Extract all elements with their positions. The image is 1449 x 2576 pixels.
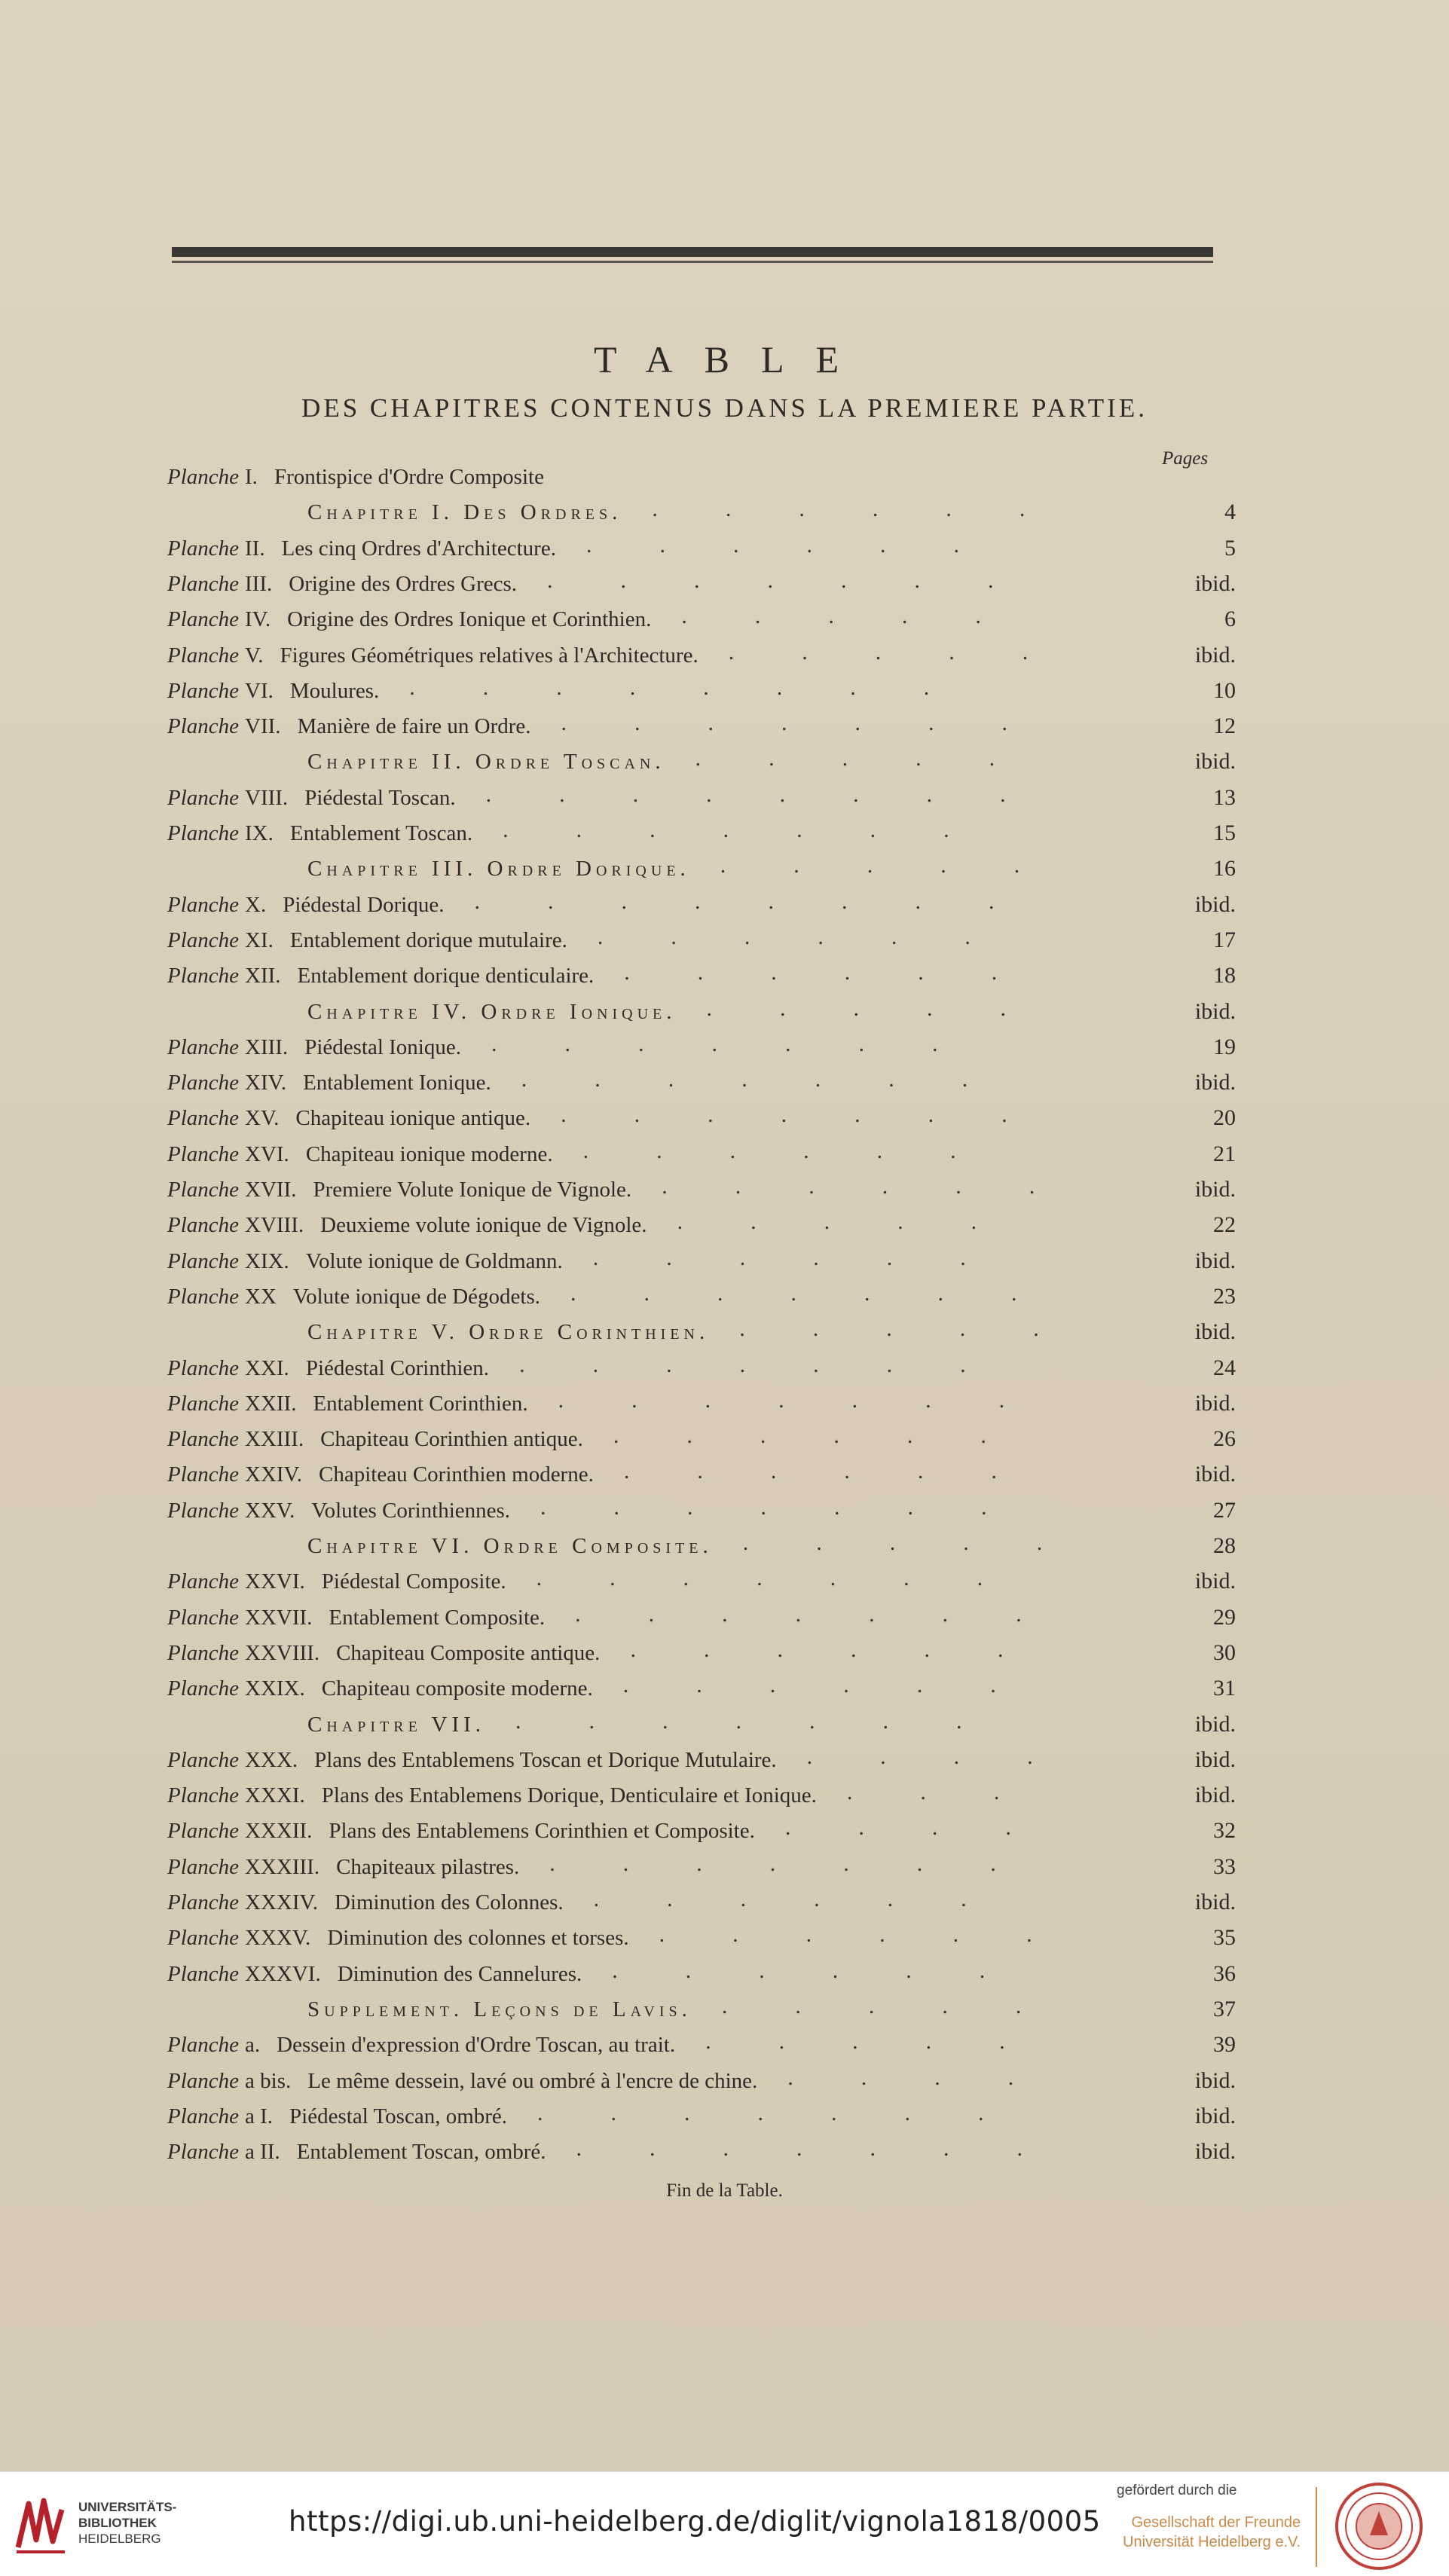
chapter-title: Chapitre VII.	[307, 1713, 486, 1737]
entry-title: Plans des Entablemens Toscan et Dorique Mutulaire.	[314, 1748, 777, 1772]
leader-dots: . . . . . . .	[540, 1495, 987, 1520]
chapter-heading-row	[307, 1992, 692, 2027]
leader-dots: . . . . .	[739, 1316, 1039, 1341]
end-note: Fin de la Table.	[666, 2180, 783, 2201]
plate-label: Planche	[167, 1569, 240, 1594]
entry-title: Entablement Toscan.	[289, 821, 473, 845]
page-number: 16	[1213, 856, 1236, 881]
entry-title: Entablement Ionique.	[303, 1071, 491, 1095]
entry-title: Chapiteaux pilastres.	[336, 1855, 520, 1879]
entry-title: Entablement dorique denticulaire.	[297, 964, 595, 988]
entry-title: Piédestal Ionique.	[304, 1035, 461, 1059]
sponsor-name-line-1: Gesellschaft der Freunde	[1131, 2514, 1301, 2531]
plate-label: Planche	[167, 679, 240, 703]
entry-title: Entablement Corinthien.	[313, 1392, 528, 1416]
plate-label: Planche	[167, 2104, 240, 2128]
plate-entry-row	[167, 1921, 629, 1955]
plate-label: Planche	[167, 964, 240, 988]
chapter-title: Supplement. Leçons de Lavis.	[307, 1997, 692, 2021]
plate-number: XII.	[245, 964, 281, 988]
library-name-line-3: HEIDELBERG	[78, 2532, 161, 2546]
leader-dots: . . . . .	[706, 996, 1006, 1021]
plate-label: Planche	[167, 465, 240, 489]
chapter-title: Chapitre VI. Ordre Composite.	[307, 1534, 713, 1558]
entry-title: Origine des Ordres Ionique et Corinthien.	[287, 607, 652, 631]
chapter-heading-row	[307, 1529, 713, 1563]
plate-entry-row	[167, 1386, 528, 1421]
plate-label: Planche	[167, 893, 240, 917]
plate-number: IV.	[245, 607, 271, 631]
plate-entry-row	[167, 531, 556, 566]
plate-label: Planche	[167, 1890, 240, 1914]
plate-entry-row	[167, 816, 472, 851]
entry-title: Entablement Composite.	[329, 1606, 546, 1630]
leader-dots: . . . . .	[742, 1530, 1043, 1555]
page-number: ibid.	[1194, 1177, 1236, 1202]
plate-label: Planche	[167, 1819, 240, 1843]
leader-dots: . . . . . .	[630, 1637, 1004, 1662]
entry-title: Diminution des colonnes et torses.	[327, 1926, 629, 1950]
plate-label: Planche	[167, 1499, 240, 1523]
page-number: 22	[1213, 1212, 1236, 1237]
header-rule-thin	[172, 261, 1213, 263]
plate-entry-row	[167, 460, 544, 494]
pages-column-header: Pages	[1162, 448, 1209, 469]
plate-label: Planche	[167, 2033, 240, 2057]
plate-number: XXXV.	[245, 1926, 311, 1950]
sponsor-name	[1123, 2513, 1301, 2552]
page-number: 37	[1213, 1997, 1236, 2021]
entry-title: Manière de faire un Ordre.	[297, 714, 531, 738]
leader-dots: . . . . . . .	[575, 1602, 1022, 1627]
sponsor-heading: gefördert durch die	[1117, 2483, 1237, 2498]
leader-dots: . . . . . .	[652, 497, 1026, 521]
plate-entry-row	[167, 1957, 582, 1991]
leader-dots: . . . . .	[705, 2029, 1005, 2054]
plate-label: Planche	[167, 1356, 240, 1380]
page-number: ibid.	[1194, 2139, 1236, 2164]
plate-label: Planche	[167, 1676, 240, 1701]
page-number: ibid.	[1194, 1712, 1236, 1737]
entry-title: Frontispice d'Ordre Composite	[274, 465, 544, 489]
plate-number: I.	[245, 465, 258, 489]
plate-number: XXXIV.	[245, 1890, 318, 1914]
leader-dots: . . . . .	[720, 853, 1020, 878]
leader-dots: . . . . .	[728, 640, 1029, 665]
plate-label: Planche	[167, 1213, 240, 1237]
chapter-title: Chapitre II. Ordre Toscan.	[307, 750, 665, 774]
entry-title: Diminution des Cannelures.	[337, 1962, 582, 1986]
entry-title: Chapiteau composite moderne.	[321, 1676, 593, 1701]
plate-entry-row	[167, 567, 517, 601]
leader-dots: . . . . . .	[585, 533, 959, 558]
page-number: ibid.	[1194, 2068, 1236, 2093]
plate-number: XXIV.	[245, 1462, 303, 1487]
page-number: 24	[1213, 1355, 1236, 1380]
plate-label: Planche	[167, 1035, 240, 1059]
plate-label: Planche	[167, 1606, 240, 1630]
entry-title: Piédestal Toscan.	[304, 786, 456, 810]
plate-entry-row	[167, 1172, 631, 1207]
plate-entry-row	[167, 709, 531, 744]
plate-number: XVI.	[245, 1142, 289, 1166]
page-number: ibid.	[1194, 643, 1236, 668]
plate-entry-row	[167, 1564, 506, 1599]
leader-dots: . . . . . . .	[549, 1851, 996, 1876]
plate-label: Planche	[167, 1427, 240, 1451]
plate-entry-row	[167, 1422, 583, 1456]
entry-title: Moulures.	[289, 679, 380, 703]
entry-title: Dessein d'expression d'Ordre Toscan, au trait.	[277, 2033, 676, 2057]
entry-title: Origine des Ordres Grecs.	[289, 572, 518, 596]
leader-dots: . . . . . . .	[519, 1352, 966, 1377]
plate-number: XXVII.	[245, 1606, 313, 1630]
chapter-heading-row	[307, 851, 690, 886]
plate-number: XIV.	[245, 1071, 287, 1095]
plate-label: Planche	[167, 714, 240, 738]
page-number: 23	[1213, 1284, 1236, 1309]
page-number: 19	[1213, 1034, 1236, 1059]
plate-entry-row	[167, 1885, 564, 1920]
page-number: 30	[1213, 1640, 1236, 1665]
leader-dots: . . . . . . .	[558, 1388, 1005, 1413]
entry-title: Chapiteau ionique antique.	[295, 1106, 531, 1130]
plate-label: Planche	[167, 1142, 240, 1166]
page-number: ibid.	[1194, 2104, 1236, 2128]
leader-dots: . . . . . . . .	[409, 675, 930, 700]
page-number: ibid.	[1194, 1783, 1236, 1807]
page-number: 26	[1213, 1426, 1236, 1451]
plate-number: XXVIII.	[245, 1641, 320, 1665]
plate-number: II.	[245, 536, 265, 561]
plate-label: Planche	[167, 536, 240, 561]
plate-entry-row	[167, 1850, 519, 1884]
page-number: ibid.	[1194, 749, 1236, 774]
plate-entry-row	[167, 602, 651, 637]
leader-dots: . . . . . .	[597, 924, 971, 949]
entry-title: Chapiteau Composite antique.	[336, 1641, 601, 1665]
plate-label: Planche	[167, 928, 240, 952]
page-number: 33	[1213, 1854, 1236, 1879]
plate-entry-row	[167, 1208, 647, 1242]
plate-number: XX	[245, 1285, 277, 1309]
plate-number: VI.	[245, 679, 274, 703]
footer-bar	[0, 2471, 1449, 2576]
page-number: 18	[1213, 963, 1236, 988]
leader-dots: . . . . . .	[592, 1245, 966, 1270]
page-number: 31	[1213, 1676, 1236, 1701]
leader-dots: . . . . . . .	[570, 1281, 1017, 1306]
plate-entry-row	[167, 2064, 757, 2098]
plate-number: XXIX.	[245, 1676, 305, 1701]
leader-dots: . . . . . .	[613, 1423, 986, 1448]
plate-entry-row	[167, 674, 379, 708]
entry-title: Plans des Entablemens Dorique, Denticulaire et Ionique.	[321, 1783, 817, 1807]
leader-dots: . . . . . . .	[515, 1709, 962, 1734]
header-rule-thick	[172, 247, 1213, 257]
entry-title: Plans des Entablemens Corinthien et Composite.	[329, 1819, 755, 1843]
leader-dots: . . . . . .	[662, 1174, 1035, 1199]
page-title: TABLE	[593, 338, 871, 380]
plate-entry-row	[167, 1137, 553, 1172]
plate-label: Planche	[167, 1855, 240, 1879]
plate-label: Planche	[167, 1783, 240, 1807]
chapter-heading-row	[307, 995, 677, 1029]
page-number: 27	[1213, 1498, 1236, 1523]
page-number: 39	[1213, 2032, 1236, 2057]
entry-title: Chapiteau ionique moderne.	[305, 1142, 553, 1166]
page-number: 17	[1213, 927, 1236, 952]
plate-entry-row	[167, 923, 567, 958]
leader-dots: . . . . . .	[624, 960, 998, 985]
leader-dots: . . . . .	[721, 1994, 1022, 2018]
page-number: 21	[1213, 1141, 1236, 1166]
entry-title: Entablement Toscan, ombré.	[296, 2140, 546, 2164]
plate-entry-row	[167, 2027, 675, 2062]
entry-title: Deuxieme volute ionique de Vignole.	[320, 1213, 647, 1237]
page-number: ibid.	[1194, 1890, 1236, 1914]
leader-dots: . . . . .	[695, 746, 995, 771]
permalink-url[interactable]: https://digi.ub.uni-heidelberg.de/diglit/vignola1818/0005	[289, 2505, 1101, 2538]
leader-dots: . . . . . .	[623, 1459, 997, 1484]
leader-dots: . . . . . . .	[576, 2136, 1023, 2161]
leader-dots: . . . .	[784, 1815, 1011, 1840]
plate-label: Planche	[167, 1748, 240, 1772]
library-name-line-1: UNIVERSITÄTS-	[78, 2500, 177, 2514]
entry-title: Volutes Corinthiennes.	[311, 1499, 511, 1523]
plate-number: XXXIII.	[245, 1855, 320, 1879]
plate-label: Planche	[167, 2069, 240, 2093]
plate-number: VII.	[245, 714, 281, 738]
chapter-title: Chapitre III. Ordre Dorique.	[307, 857, 690, 881]
plate-entry-row	[167, 1101, 530, 1135]
entry-title: Entablement dorique mutulaire.	[289, 928, 567, 952]
page-number: ibid.	[1194, 999, 1236, 1024]
library-name	[78, 2499, 176, 2547]
plate-number: XXXI.	[245, 1783, 305, 1807]
plate-number: a.	[245, 2033, 261, 2057]
university-library-logo-icon	[14, 2495, 68, 2555]
leader-dots: . . . . . . .	[561, 710, 1008, 735]
leader-dots: . . . . . . .	[491, 1031, 938, 1056]
plate-entry-row	[167, 888, 444, 922]
plate-number: XXVI.	[245, 1569, 305, 1594]
entry-title: Chapiteau Corinthien moderne.	[319, 1462, 594, 1487]
plate-entry-row	[167, 2134, 546, 2169]
plate-label: Planche	[167, 1106, 240, 1130]
plate-label: Planche	[167, 1249, 240, 1273]
plate-label: Planche	[167, 643, 240, 668]
chapter-heading-row	[307, 1707, 485, 1742]
plate-number: V.	[245, 643, 264, 668]
sponsor-divider	[1316, 2487, 1317, 2567]
page-number: 4	[1224, 500, 1236, 524]
plate-number: IX.	[245, 821, 274, 845]
plate-entry-row	[167, 1671, 593, 1706]
page-number: 28	[1213, 1533, 1236, 1558]
leader-dots: . . . . . .	[612, 1958, 986, 1983]
page-number: 12	[1213, 714, 1236, 738]
entry-title: Premiere Volute Ionique de Vignole.	[313, 1178, 632, 1202]
plate-entry-row	[167, 1600, 545, 1635]
page-number: ibid.	[1194, 1248, 1236, 1273]
plate-label: Planche	[167, 1178, 240, 1202]
plate-entry-row	[167, 1351, 489, 1386]
entry-title: Piédestal Corinthien.	[305, 1356, 490, 1380]
leader-dots: . . . . . .	[659, 1922, 1032, 1947]
plate-entry-row	[167, 1493, 510, 1528]
leader-dots: . . . . . . . .	[485, 782, 1006, 807]
leader-dots: . . . . . . .	[547, 568, 994, 593]
leader-dots: . . . . . . .	[536, 1566, 983, 1591]
page-subtitle: DES CHAPITRES CONTENUS DANS LA PREMIERE PARTIE.	[301, 393, 1148, 423]
page-number: ibid.	[1194, 892, 1236, 917]
entry-title: Volute ionique de Dégodets.	[292, 1285, 540, 1309]
page-number: 20	[1213, 1105, 1236, 1130]
plate-label: Planche	[167, 2140, 240, 2164]
page-number: ibid.	[1194, 1319, 1236, 1344]
sponsor-name-line-2: Universität Heidelberg e.V.	[1123, 2534, 1301, 2550]
plate-label: Planche	[167, 1285, 240, 1309]
leader-dots: . . . . . .	[582, 1138, 956, 1163]
leader-dots: . . .	[846, 1780, 1000, 1804]
leader-dots: . . . . .	[677, 1209, 977, 1234]
chapter-title: Chapitre I. Des Ordres.	[307, 500, 622, 524]
page-number: 6	[1224, 607, 1236, 631]
plate-entry-row	[167, 638, 699, 673]
plate-label: Planche	[167, 1962, 240, 1986]
plate-number: XXV.	[245, 1499, 295, 1523]
plate-label: Planche	[167, 821, 240, 845]
plate-entry-row	[167, 1636, 600, 1670]
plate-number: XI.	[245, 928, 274, 952]
plate-number: XVIII.	[245, 1213, 304, 1237]
leader-dots: . . . . . . .	[561, 1102, 1007, 1127]
plate-entry-row	[167, 1244, 563, 1279]
plate-entry-row	[167, 1743, 777, 1777]
chapter-heading-row	[307, 495, 622, 530]
page-number: ibid.	[1194, 1391, 1236, 1416]
leader-dots: . . . . . .	[593, 1887, 967, 1911]
plate-entry-row	[167, 1279, 540, 1314]
page-number: 36	[1213, 1961, 1236, 1986]
leader-dots: . . . . . . . .	[474, 889, 995, 914]
plate-entry-row	[167, 958, 594, 993]
plate-number: a II.	[245, 2140, 280, 2164]
entry-title: Piédestal Composite.	[321, 1569, 506, 1594]
page-number: ibid.	[1194, 1070, 1236, 1095]
leader-dots: . . . .	[787, 2065, 1014, 2090]
page-number: 5	[1224, 536, 1236, 561]
plate-number: XIX.	[245, 1249, 289, 1273]
plate-label: Planche	[167, 1462, 240, 1487]
entry-title: Les cinq Ordres d'Architecture.	[281, 536, 556, 561]
plate-number: XXI.	[245, 1356, 289, 1380]
page-number: 35	[1213, 1925, 1236, 1950]
page-number: ibid.	[1194, 571, 1236, 596]
page-number: 10	[1213, 678, 1236, 703]
leader-dots: . . . .	[806, 1744, 1033, 1769]
plate-entry-row	[167, 1814, 755, 1848]
library-name-line-2: BIBLIOTHEK	[78, 2516, 157, 2530]
leader-dots: . . . . . . .	[537, 2101, 984, 2125]
entry-title: Chapiteau Corinthien antique.	[320, 1427, 583, 1451]
page-number: 29	[1213, 1605, 1236, 1630]
plate-entry-row	[167, 1065, 491, 1100]
chapter-title: Chapitre V. Ordre Corinthien.	[307, 1320, 710, 1344]
page-number: 32	[1213, 1818, 1236, 1843]
plate-number: VIII.	[245, 786, 289, 810]
plate-number: XXXII.	[245, 1819, 313, 1843]
plate-number: XXX.	[245, 1748, 298, 1772]
leader-dots: . . . . . .	[622, 1673, 996, 1697]
plate-entry-row	[167, 781, 456, 815]
page-number: ibid.	[1194, 1462, 1236, 1487]
plate-number: XVII.	[245, 1178, 297, 1202]
leader-dots: . . . . . . .	[503, 817, 949, 842]
plate-number: XXXVI.	[245, 1962, 321, 1986]
page-number: ibid.	[1194, 1569, 1236, 1594]
plate-label: Planche	[167, 1641, 240, 1665]
entry-title: Piédestal Dorique.	[283, 893, 445, 917]
university-seal-icon	[1334, 2481, 1424, 2571]
plate-entry-row	[167, 1457, 594, 1492]
chapter-title: Chapitre IV. Ordre Ionique.	[307, 1000, 677, 1024]
plate-number: a bis.	[245, 2069, 292, 2093]
page-number: ibid.	[1194, 1747, 1236, 1772]
plate-label: Planche	[167, 607, 240, 631]
plate-label: Planche	[167, 1071, 240, 1095]
leader-dots: . . . . .	[681, 604, 981, 628]
entry-title: Diminution des Colonnes.	[334, 1890, 564, 1914]
plate-entry-row	[167, 1030, 461, 1065]
entry-title: Le même dessein, lavé ou ombré à l'encre de chine.	[307, 2069, 758, 2093]
plate-number: XIII.	[245, 1035, 289, 1059]
plate-label: Planche	[167, 572, 240, 596]
plate-number: XV.	[245, 1106, 280, 1130]
leader-dots: . . . . . . .	[521, 1067, 968, 1092]
chapter-heading-row	[307, 744, 665, 779]
plate-number: X.	[245, 893, 267, 917]
plate-number: III.	[245, 572, 273, 596]
entry-title: Volute ionique de Goldmann.	[305, 1249, 563, 1273]
plate-entry-row	[167, 1778, 817, 1813]
entry-title: Piédestal Toscan, ombré.	[289, 2104, 508, 2128]
plate-label: Planche	[167, 1926, 240, 1950]
entry-title: Figures Géométriques relatives à l'Architecture.	[280, 643, 699, 668]
page-number: 13	[1213, 785, 1236, 810]
plate-label: Planche	[167, 786, 240, 810]
page-number: 15	[1213, 820, 1236, 845]
chapter-heading-row	[307, 1315, 709, 1349]
plate-label: Planche	[167, 1392, 240, 1416]
plate-number: XXII.	[245, 1392, 297, 1416]
plate-entry-row	[167, 2099, 507, 2134]
plate-number: XXIII.	[245, 1427, 304, 1451]
plate-number: a I.	[245, 2104, 274, 2128]
